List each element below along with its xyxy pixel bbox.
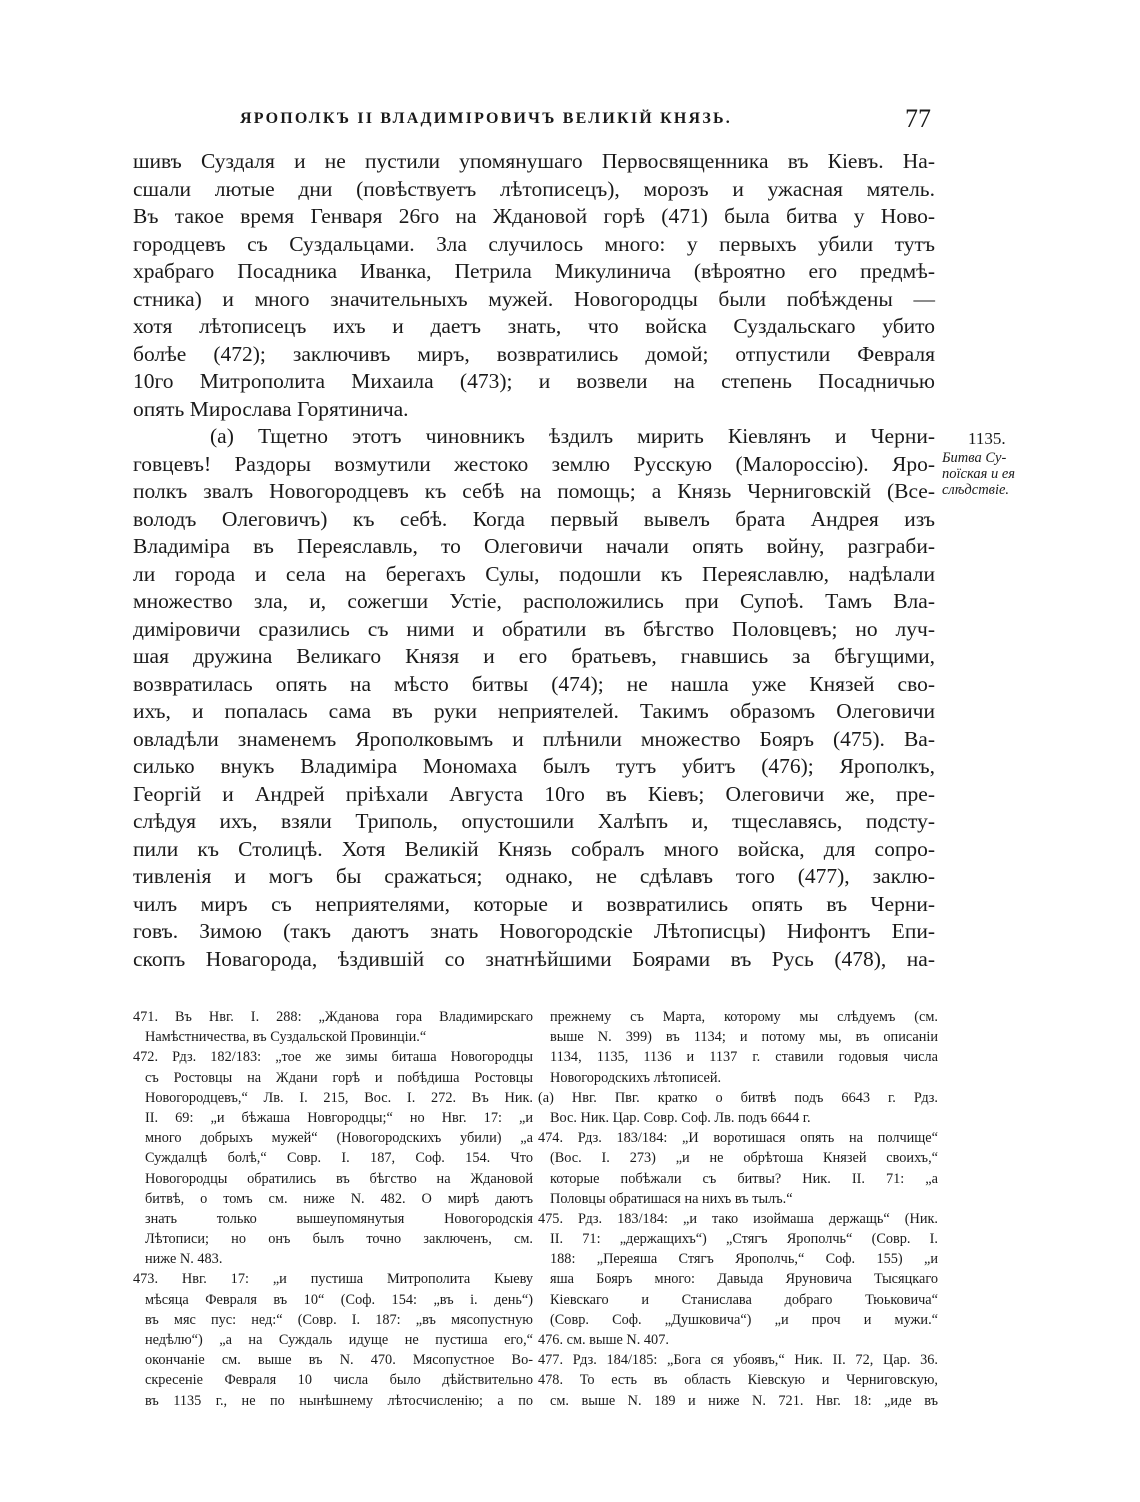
footnote-line: 471. Въ Нвг. I. 288: „Жданова гора Владимирскаго <box>133 1009 533 1025</box>
footnote-line: 1134, 1135, 1136 и 1137 г. ставили годовыя числа <box>550 1049 938 1066</box>
footnote-line: Кіевскаго и Станислава добраго Тюьковича“ <box>550 1291 938 1308</box>
footnote-line: (а) Нвг. Пвг. кратко о битвѣ подъ 6643 г. Рдз. <box>538 1089 938 1106</box>
text-line: полкъ звалъ Новогородцевъ къ себѣ на помощь; а Князь Черниговскій (Все- <box>133 479 935 503</box>
footnote-line: Новогородскихъ лѣтописей. <box>550 1069 722 1086</box>
footnote-line: знать только вышеупомянутыя Новогородскія <box>145 1210 533 1227</box>
main-text <box>133 148 935 973</box>
footnotes-right-column <box>538 1007 938 1411</box>
margin-year: 1135. <box>968 429 1006 448</box>
footnote-line: 478. То есть въ область Кіевскую и Черниговскую, <box>538 1372 938 1389</box>
text-line: скопъ Новагорода, ѣздившій со знатнѣйшими Боярами въ Русь (478), на- <box>133 946 935 971</box>
footnote-line: въ мяс пус: нед:“ (Совр. I. 187: „въ мясопустную <box>145 1311 533 1328</box>
text-line: храбраго Посадника Иванка, Петрила Микулинича (вѣроятно его предмѣ- <box>133 259 935 283</box>
text-line-paragraph-start: (а) Тщетно этотъ чиновникъ ѣздилъ мирить Кіевлянъ и Черни- <box>210 424 935 448</box>
footnote-line: недѣлю“) „а на Суждаль идуще не пустиша его,“ <box>145 1332 533 1348</box>
footnote-line: Суждалцѣ болѣ,“ Совр. I. 187, Соф. 154. Что <box>145 1150 533 1167</box>
margin-note-line: Битва Су- <box>942 450 1007 466</box>
footnote-line: Новогородцевъ,“ Лв. I. 215, Вос. I. 272. Въ Ник. <box>145 1089 533 1106</box>
text-line: болѣе (472); заключивъ миръ, возвратились домой; отпустили Февраля <box>133 341 935 366</box>
footnote-line: 475. Рдз. 183/184: „и тако изоймаша держащь“ (Ник. <box>538 1210 938 1227</box>
text-line: овладѣли знаменемъ Ярополковымъ и плѣнили множество Бояръ (475). Ва- <box>133 726 935 751</box>
footnote-line: 477. Рдз. 184/185: „Бога ся убоявъ,“ Ник. II. 72, Цар. 36. <box>538 1352 938 1369</box>
text-line: хотя лѣтописецъ ихъ и даетъ знать, что войска Суздальскаго убито <box>133 314 935 338</box>
footnote-line: Половцы обратишася на нихъ въ тылъ.“ <box>550 1190 793 1207</box>
text-line: городцевъ съ Суздальцами. Зла случилось много: у первыхъ убили тутъ <box>133 231 935 256</box>
text-line: шивъ Суздаля и не пустили упомянушаго Первосвященника въ Кіевъ. На- <box>133 149 935 173</box>
text-line: пили къ Столицѣ. Хотя Великій Князь собралъ много войска, для сопро- <box>133 836 935 861</box>
footnotes-left-column <box>133 1007 533 1411</box>
running-title: ЯРОПОЛКЪ II ВЛАДИМІРОВИЧЪ ВЕЛИКІЙ КНЯЗЬ. <box>240 110 732 127</box>
footnote-line: 476. см. выше N. 407. <box>538 1332 669 1348</box>
footnote-line: см. выше N. 189 и ниже N. 721. Нвг. 18: „иде въ <box>550 1392 938 1409</box>
page-header <box>240 104 940 140</box>
text-line: сшали лютые дни (повѣствуетъ лѣтописецъ), морозъ и ужасная мятель. <box>133 176 935 201</box>
footnote-line: (Совр. Соф. „Душковича“) „и проч и мужи.“ <box>550 1311 938 1328</box>
footnote-line: 188: „Переяша Стягъ Ярополчь,“ Соф. 155) „и <box>550 1251 938 1268</box>
footnote-line: 474. Рдз. 183/184: „И воротишася опять на полчище“ <box>538 1130 938 1147</box>
footnote-line: окончаніе см. выше въ N. 470. Мясопустное Во- <box>145 1352 533 1369</box>
footnote-line: которые побѣжали съ битвы? Ник. II. 71: „а <box>550 1170 938 1187</box>
footnote-line: прежнему съ Марта, которому мы слѣдуемъ (см. <box>550 1009 938 1025</box>
margin-note <box>942 428 1034 498</box>
text-line: ли города и села на берегахъ Сулы, подошли къ Переяславлю, надѣлали <box>133 561 935 586</box>
text-line: чилъ миръ съ неприятелями, которые и возвратились опять въ Черни- <box>133 891 935 916</box>
footnote-line: 472. Рдз. 182/183: „тое же зимы биташа Новогородцы <box>133 1049 533 1066</box>
footnote-line: 473. Нвг. 17: „и пустиша Митрополита Кыеву <box>133 1271 533 1288</box>
text-line: володъ Олеговичъ) къ себѣ. Когда первый вывелъ брата Андрея изъ <box>133 506 935 531</box>
text-line: говцевъ! Раздоры возмутили жестоко землю Русскую (Малороссію). Яро- <box>133 451 935 476</box>
text-line: силько внукъ Владиміра Мономаха былъ тутъ убитъ (476); Ярополкъ, <box>133 754 935 778</box>
text-line: множество зла, и, сожегши Устіе, расположились при Супоѣ. Тамъ Вла- <box>133 589 935 613</box>
footnote-line: выше N. 399) въ 1134; и потому мы, въ описаніи <box>550 1029 938 1046</box>
text-line: опять Мирослава Горятинича. <box>133 396 409 421</box>
footnote-line: мѣсяца Февраля въ 10“ (Соф. 154: „въ і. день“) <box>145 1291 533 1308</box>
footnote-line: ниже N. 483. <box>145 1251 223 1268</box>
footnote-line: Лѣтописи; но онъ былъ точно заключенъ, см. <box>145 1231 533 1248</box>
text-line: стника) и много значительныхъ мужей. Новогородцы были побѣждены — <box>133 286 935 311</box>
footnote-line: Вос. Ник. Цар. Совр. Соф. Лв. подъ 6644 г. <box>550 1109 811 1126</box>
footnote-line: битвѣ, о томъ см. ниже N. 482. О мирѣ даютъ <box>145 1190 533 1207</box>
footnote-line: Новогородцы обратились въ бѣгство на Ждановой <box>145 1170 533 1187</box>
footnote-line: скресеніе Февраля 10 числа было дѣйствительно <box>145 1372 533 1389</box>
text-line: Въ такое время Генваря 26го на Ждановой горѣ (471) была битва у Ново- <box>133 204 935 228</box>
margin-note-line: слѣдствіе. <box>942 482 1010 498</box>
footnote-line: II. 69: „и бѣжаша Новгородцы;“ но Нвг. 17: „и <box>145 1109 533 1126</box>
text-line: возвратилась опять на мѣсто битвы (474); не нашла уже Князей сво- <box>133 671 935 696</box>
footnote-line: (Вос. I. 273) „и не обрѣтоша Князей своихъ,“ <box>550 1150 938 1167</box>
text-line: ихъ, и попалась сама въ руки неприятелей. Такимъ образомъ Олеговичи <box>133 699 935 723</box>
text-line: говъ. Зимою (такъ даютъ знать Новогородскіе Лѣтописцы) Нифонтъ Епи- <box>133 919 935 943</box>
text-line: Владиміра въ Переяславль, то Олеговичи начали опять войну, разграби- <box>133 534 935 558</box>
text-line: диміровичи сразились съ ними и обратили въ бѣгство Половцевъ; но луч- <box>133 616 935 641</box>
text-line: слѣдуя ихъ, взяли Триполь, опустошили Халѣпъ и, тщеславясь, подсту- <box>133 809 935 833</box>
text-line: 10го Митрополита Михаила (473); и возвели на степень Посадничью <box>133 369 935 393</box>
margin-note-line: поїская и ея <box>942 466 1016 482</box>
footnote-line: много добрыхъ мужей“ (Новогородскихъ убили) „а <box>145 1130 533 1147</box>
footnote-line: Намѣстничества, въ Суздальской Провинціи.“ <box>145 1029 427 1046</box>
page-number: 77 <box>905 104 931 133</box>
footnote-line: яша Бояръ много: Давыда Яруновича Тысяцкаго <box>550 1271 938 1288</box>
text-line: тивленія и могъ бы сражаться; однако, не сдѣлавъ того (477), заклю- <box>133 864 935 888</box>
text-line: шая дружина Великаго Князя и его братьевъ, гнавшись за бѣгущими, <box>133 644 935 668</box>
text-line: Георгій и Андрей пріѣхали Августа 10го въ Кіевъ; Олеговичи же, пре- <box>133 781 935 806</box>
footnote-line: въ 1135 г., не по нынѣшнему лѣтосчисленію; а по <box>145 1392 533 1409</box>
footnote-line: II. 71: „держащихъ“) „Стягъ Ярополчь“ (Совр. I. <box>550 1231 938 1248</box>
footnote-line: съ Ростовцы на Ждани горѣ и побѣдиша Ростовцы <box>145 1069 533 1086</box>
